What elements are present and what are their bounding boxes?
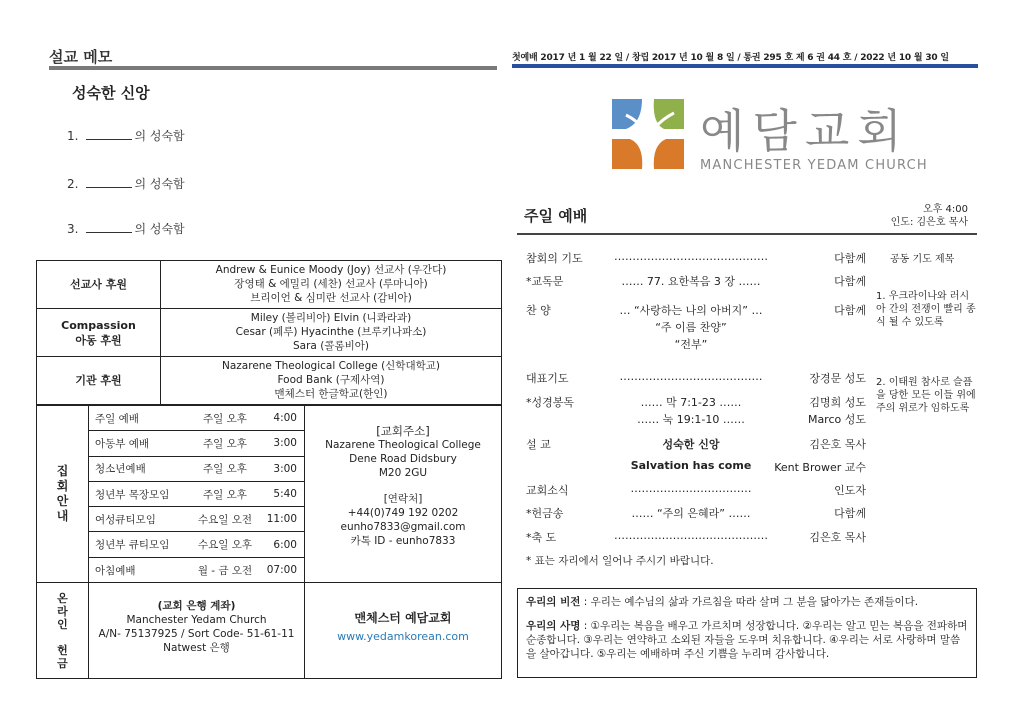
standing-footnote: * 표는 자리에서 일어나 주시기 바랍니다.	[526, 555, 714, 567]
order-row	[526, 459, 868, 475]
order-who: 김명희 성도	[809, 396, 866, 409]
church-website-link[interactable]: www.yedamkorean.com	[337, 630, 469, 643]
order-label: 교회소식	[526, 484, 569, 497]
support-row-compassion	[37, 309, 501, 357]
service-row: 청소년예배 주일 오후 3:00	[89, 457, 304, 482]
support-body: Miley (볼리비아) Elvin (니콰라과) Cesar (페루) Hyacinthe (브루키나파소) Sara (콜롬비아)	[235, 312, 427, 352]
order-label: 찬 양	[526, 304, 551, 317]
church-info	[305, 583, 501, 678]
memo-line-2: 2. 의 성숙함	[67, 177, 185, 191]
order-mid: …… 막 7:1-23 ……	[640, 396, 742, 409]
support-table	[36, 260, 502, 405]
order-who: Marco 성도	[807, 413, 866, 426]
vision-statement: 우리의 비전 : 우리는 예수님의 삶과 가르침을 따라 살며 그 분을 닮아가는 존재들이다.	[526, 596, 919, 608]
memo-line-3: 3. 의 성숙함	[67, 222, 185, 236]
support-label: 선교사 후원	[37, 261, 161, 308]
order-row	[526, 529, 868, 545]
order-row	[526, 302, 868, 318]
online-offering-label: 온 라 인 헌 금	[37, 583, 89, 678]
order-who: 인도자	[834, 484, 866, 497]
order-mid: … “사랑하는 나의 아버지” …	[619, 304, 763, 317]
order-label: 대표기도	[526, 372, 569, 385]
email-address: eunho7833@gmail.com	[340, 521, 466, 533]
order-who: 장경문 성도	[809, 372, 866, 385]
order-who: 김은호 목사	[809, 531, 866, 544]
order-mid: Salvation has come	[630, 459, 752, 472]
phone-number: +44(0)749 192 0202	[347, 507, 459, 519]
kakao-id: 카톡 ID - eunho7833	[350, 535, 456, 547]
order-mid: 성숙한 신앙	[662, 438, 720, 451]
order-row	[526, 482, 868, 498]
service-label: 집 회 안 내	[37, 406, 89, 582]
service-schedule	[36, 405, 502, 583]
service-row: 여성큐티모임 수요일 오전 11:00	[89, 507, 304, 532]
order-row	[526, 411, 868, 427]
bulletin-header: 첫예배 2017 년 1 월 22 일 / 창립 2017 년 10 월 8 일 / 통권 295 호 제 6 권 44 호 / 2022 년 10 월 30 일	[512, 53, 949, 63]
church-logo-text-english: MANCHESTER YEDAM CHURCH	[700, 158, 928, 173]
order-row	[526, 319, 868, 335]
church-address: [교회주소] Nazarene Theological College Dene Road Didsbury M20 2GU [연락처] +44(0)749 192 0202 eunho7833@gmail.com 카톡 ID - eunho7833	[305, 406, 501, 582]
order-row	[526, 370, 868, 386]
church-name: 맨체스터 예담교회	[354, 611, 452, 625]
order-mid: ……………………………………	[614, 529, 768, 542]
order-mid: “전부”	[674, 338, 708, 351]
memo-line-1: 1. 의 성숙함	[67, 129, 185, 143]
service-row: 청년부 큐티모임 수요일 오후 6:00	[89, 532, 304, 557]
bank-account: (교회 은행 계좌) Manchester Yedam Church A/N- 75137925 / Sort Code- 51-61-11 Natwest 은행	[89, 583, 305, 678]
mission-statement: 우리의 사명 : ①우리는 복음을 배우고 가르치며 성장합니다. ②우리는 알고 믿는 복음을 전파하며 순종합니다. ③우리는 연약하고 소외된 자들을 도우며 치유합니다. ④우리는 서로 사랑하며 말씀을 살아갑니다. ⑤우리는 예배하며 주신 기쁨을 누리며 감사합니다.	[526, 620, 968, 660]
order-who: 다함께	[834, 507, 866, 520]
prayer-item: 1. 우크라이나와 러시아 간의 전쟁이 빨리 종식 될 수 있도록	[876, 291, 976, 328]
service-table	[89, 406, 305, 582]
page-heading-sermon-memo: 설교 메모	[49, 48, 113, 66]
worship-time: 오후 4:00 인도: 김은호 목사	[890, 204, 968, 228]
order-row	[526, 336, 868, 352]
order-mid: ……………………………………	[614, 250, 768, 263]
order-mid: …… 눅 19:1-10 ……	[637, 413, 745, 426]
worship-title: 주일 예배	[524, 207, 588, 225]
support-body: Andrew & Eunice Moody (Joy) 선교사 (우간다) 장영태 & 에밀리 (세찬) 선교사 (루마니아) 브리이언 & 심미란 선교사 (감비아)	[215, 264, 447, 304]
order-label: *축 도	[526, 531, 557, 544]
order-row	[526, 394, 868, 410]
order-label: 설 교	[526, 438, 551, 451]
support-label: 기관 후원	[37, 357, 161, 404]
order-mid: “주 이름 찬양”	[655, 321, 727, 334]
prayer-item: 2. 이태원 참사로 슬픔을 당한 모든 이들 위에 주의 위로가 임하도록	[876, 377, 976, 414]
order-label: 참회의 기도	[526, 252, 583, 265]
order-who: Kent Brower 교수	[774, 461, 866, 474]
support-row-missionary	[37, 261, 501, 309]
service-row: 아동부 예배 주일 오후 3:00	[89, 431, 304, 456]
support-row-institution	[37, 357, 501, 404]
support-body: Nazarene Theological College (신학대학교) Food Bank (구제사역) 맨체스터 한글학교(한인)	[222, 360, 440, 400]
order-mid: ……………………………	[630, 482, 752, 495]
service-row: 주일 예배 주일 오후 4:00	[89, 406, 304, 431]
order-who: 다함께	[834, 252, 866, 265]
order-row	[526, 273, 868, 289]
order-mid: …… 77. 요한복음 3 장 ……	[621, 275, 761, 288]
vision-mission-box	[517, 588, 977, 678]
order-who: 김은호 목사	[809, 438, 866, 451]
divider	[517, 233, 977, 235]
order-row	[526, 436, 868, 452]
church-logo-icon	[608, 93, 688, 173]
order-row	[526, 250, 868, 266]
order-label: *교독문	[526, 275, 564, 288]
sermon-title: 성숙한 신앙	[72, 84, 150, 102]
order-label: *성경봉독	[526, 396, 575, 409]
header-bar	[512, 64, 978, 68]
heading-bar	[49, 66, 497, 70]
service-row: 아침예배 월 - 금 오전 07:00	[95, 564, 297, 577]
online-offering	[36, 583, 502, 679]
church-logo-text-korean: 예담교회	[700, 104, 910, 158]
order-mid: …… “주의 은혜라” ……	[631, 507, 751, 520]
order-row	[526, 505, 868, 521]
order-mid: …………………………………	[619, 370, 763, 383]
order-who: 다함께	[834, 304, 866, 317]
order-label: *헌금송	[526, 507, 564, 520]
order-who: 다함께	[834, 275, 866, 288]
service-row: 청년부 목장모임 주일 오후 5:40	[89, 482, 304, 507]
prayer-title: 공동 기도 제목	[890, 254, 955, 265]
support-label: Compassion 아동 후원	[37, 309, 161, 356]
